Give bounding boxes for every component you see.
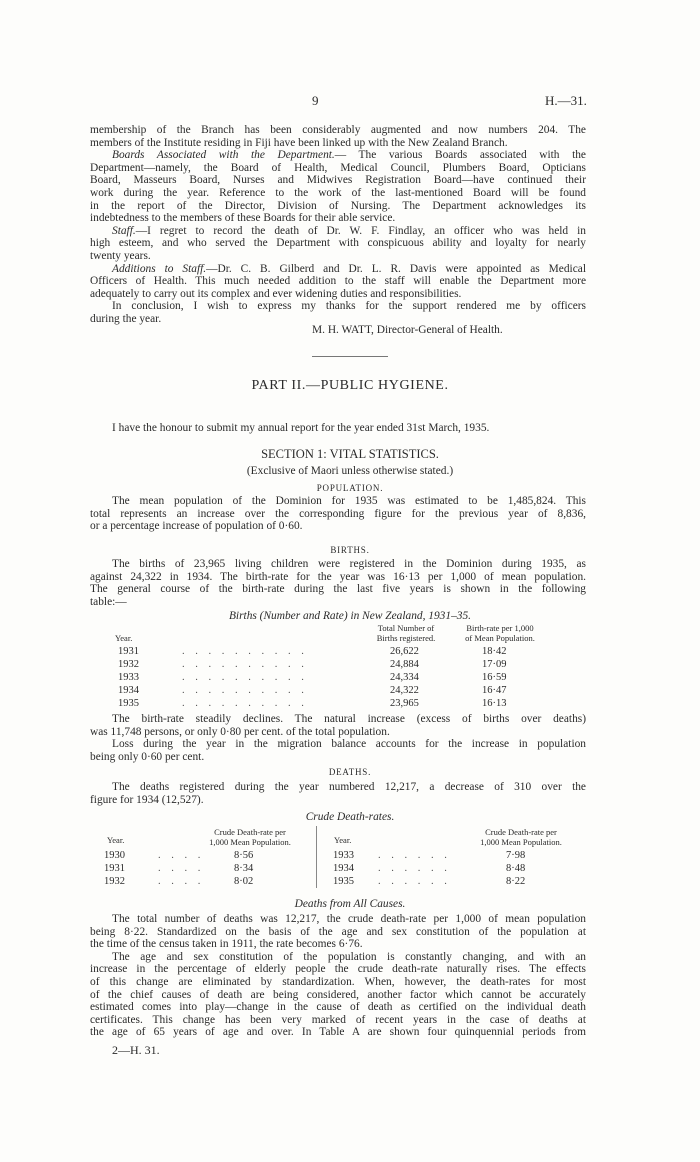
divider xyxy=(312,356,388,357)
cell-total: 24,322 xyxy=(390,685,419,696)
staff-paragraph-first-line xyxy=(90,225,586,238)
cell-rate: 8·22 xyxy=(506,876,526,887)
text-line: twenty years. xyxy=(90,249,151,262)
column-header-year: Year. xyxy=(107,835,125,845)
text-line: total represents an increase over the corresponding figure for the previous year of 8,836, xyxy=(90,507,586,520)
section-subtitle: (Exclusive of Maori unless otherwise stated.) xyxy=(246,465,454,477)
signature: M. H. WATT, Director-General of Health. xyxy=(312,324,503,336)
cell-total: 23,965 xyxy=(390,698,419,709)
text-line: Board, Masseurs Board, Nurses and Midwives Registration Board—have continued their xyxy=(90,174,586,187)
text-line: work during the year. Reference to the work of the last-mentioned Board will be found xyxy=(90,186,586,199)
cell-rate: 18·42 xyxy=(482,646,507,657)
cell-rate: 17·09 xyxy=(482,659,507,670)
cell-rate: 8·02 xyxy=(234,876,254,887)
leader-dots: . . . . . . . . . . xyxy=(182,698,308,709)
boards-heading: Boards Associated with the Department. xyxy=(112,149,335,162)
text-line: The births of 23,965 living children were registered in the Dominion during 1935, as xyxy=(112,558,586,570)
text-line: the time of the census taken in 1911, the rate becomes 6·76. xyxy=(90,938,363,951)
population-section xyxy=(90,495,586,533)
text-line: in the report of the Director, Division of Nursing. The Department acknowledges its xyxy=(90,199,586,212)
cell-rate: 16·47 xyxy=(482,685,507,696)
additions-heading: Additions to Staff. xyxy=(112,262,207,275)
births-after-section xyxy=(90,713,586,763)
cell-rate: 8·34 xyxy=(234,863,254,874)
cell-year: 1931 xyxy=(104,863,125,874)
text-line: Officers of Health. This much needed addition to the staff will enable the Department more xyxy=(90,275,586,288)
text-fragment: — The various Boards associated with the xyxy=(334,149,586,162)
cell-year: 1930 xyxy=(104,850,125,861)
document-reference: H.—31. xyxy=(545,93,587,108)
text-line: The age and sex constitution of the population is constantly changing, and with an xyxy=(112,950,586,963)
column-header-year: Year. xyxy=(334,835,352,845)
text-fragment: —Dr. C. B. Gilberd and Dr. L. R. Davis were appointed as Medical xyxy=(206,262,586,275)
leader-dots: . . . . . . . . . . xyxy=(182,659,308,670)
births-section xyxy=(90,558,586,608)
text-line: was 11,748 persons, or only 0·80 per cent. of the total population. xyxy=(90,725,390,738)
section-title: SECTION 1: VITAL STATISTICS. xyxy=(261,447,439,461)
report-intro: I have the honour to submit my annual report for the year ended 31st March, 1935. xyxy=(112,422,490,434)
all-causes-heading: Deaths from All Causes. xyxy=(294,898,406,910)
column-header-rate xyxy=(200,828,300,847)
cell-year: 1932 xyxy=(104,876,125,887)
additions-paragraph-first-line xyxy=(90,263,586,276)
text-line: members of the Institute residing in Fiji have been linked up with the New Zealand Branch. xyxy=(90,136,508,149)
cell-rate: 16·59 xyxy=(482,672,507,683)
column-header-total xyxy=(368,624,444,643)
deaths-table-title: Crude Death-rates. xyxy=(305,811,395,823)
text-line: of this change are eliminated by standardization. When, however, the death-rates for most xyxy=(90,975,586,988)
births-heading: BIRTHS. xyxy=(330,545,370,555)
intro-section xyxy=(90,124,586,326)
deaths-heading: DEATHS. xyxy=(328,767,372,777)
text-line: membership of the Branch has been considerably augmented and now numbers 204. The xyxy=(90,124,586,136)
text-line: adequately to carry out its complex and ever widening duties and responsibilities. xyxy=(90,287,462,300)
cell-year: 1934 xyxy=(118,685,139,696)
text-line: the age of 65 years of age and over. In Table A are shown four quinquennial periods from xyxy=(90,1026,586,1039)
header-line: Births registered. xyxy=(376,632,436,643)
text-line: table:— xyxy=(90,595,127,608)
text-line: against 24,322 in 1934. The birth-rate for the year was 16·13 per 1,000 of mean population. xyxy=(90,570,586,583)
population-heading: POPULATION. xyxy=(316,483,384,493)
leader-dots: . . . . . . xyxy=(378,863,451,874)
text-line: certificates. This change has been very marked of recent years in the case of deaths at xyxy=(90,1013,586,1026)
leader-dots: . . . . . . xyxy=(378,876,451,887)
text-line: being only 0·60 per cent. xyxy=(90,750,205,763)
leader-dots: . . . . . . . . . . xyxy=(182,672,308,683)
text-line: being 8·22. Standardized on the basis of the age and sex constitution of the population at xyxy=(90,925,586,938)
column-header-rate xyxy=(452,624,548,643)
births-table xyxy=(100,623,590,709)
header-line: of Mean Population. xyxy=(465,632,535,643)
cell-year: 1935 xyxy=(118,698,139,709)
header-line: Birth-rate per 1,000 xyxy=(466,623,534,633)
text-line: In conclusion, I wish to express my thanks for the support rendered me by officers xyxy=(112,300,586,313)
signature-mark: 2—H. 31. xyxy=(112,1043,160,1057)
leader-dots: . . . . . . . . . . xyxy=(182,646,308,657)
text-line: The total number of deaths was 12,217, the crude death-rate per 1,000 of mean population xyxy=(112,913,586,925)
leader-dots: . . . . xyxy=(158,876,205,887)
text-line: high esteem, and who served the Department with conspicuous ability and loyalty for nearly xyxy=(90,237,586,250)
header-line: 1,000 Mean Population. xyxy=(480,836,562,847)
text-line: indebtedness to the members of these Boards for their able service. xyxy=(90,212,396,225)
text-line: or a percentage increase of population of 0·60. xyxy=(90,520,303,533)
header-line: Total Number of xyxy=(377,623,435,633)
text-line: estimated comes into play—change in the cause of death as certified on the individual death xyxy=(90,1001,586,1014)
page-number: 9 xyxy=(312,93,319,108)
text-line: increase in the percentage of elderly people the crude death-rate naturally rises. The effects xyxy=(90,963,586,976)
cell-total: 26,622 xyxy=(390,646,419,657)
text-line: The deaths registered during the year numbered 12,217, a decrease of 310 over the xyxy=(112,781,586,793)
column-header-year: Year. xyxy=(115,633,133,643)
cell-year: 1932 xyxy=(118,659,139,670)
text-fragment: —I regret to record the death of Dr. W. F. Findlay, an officer who was held in xyxy=(135,224,586,237)
header-line: Crude Death-rate per xyxy=(485,827,557,837)
column-header-rate xyxy=(466,828,576,847)
cell-total: 24,884 xyxy=(390,659,419,670)
part-title: PART II.—PUBLIC HYGIENE. xyxy=(251,378,449,393)
leader-dots: . . . . . . xyxy=(378,850,451,861)
header-line: Crude Death-rate per xyxy=(214,827,286,837)
header-line: 1,000 Mean Population. xyxy=(209,836,291,847)
leader-dots: . . . . xyxy=(158,850,205,861)
text-line: figure for 1934 (12,527). xyxy=(90,793,204,806)
text-line: during the year. xyxy=(90,312,162,325)
cell-year: 1931 xyxy=(118,646,139,657)
cell-rate: 8·48 xyxy=(506,863,526,874)
deaths-section xyxy=(90,781,586,806)
leader-dots: . . . . xyxy=(158,863,205,874)
cell-total: 24,334 xyxy=(390,672,419,683)
births-table-title: Births (Number and Rate) in New Zealand, 1931–35. xyxy=(228,610,472,622)
column-divider xyxy=(316,826,317,888)
boards-paragraph-first-line xyxy=(90,149,586,162)
cell-rate: 8·56 xyxy=(234,850,254,861)
leader-dots: . . . . . . . . . . xyxy=(182,685,308,696)
cell-year: 1933 xyxy=(333,850,354,861)
text-line: of the chief causes of death are being considered, another factor which cannot be accurately xyxy=(90,988,586,1001)
text-line: The general course of the birth-rate during the last five years is shown in the following xyxy=(90,583,586,596)
cell-year: 1933 xyxy=(118,672,139,683)
cell-year: 1935 xyxy=(333,876,354,887)
cell-year: 1934 xyxy=(333,863,354,874)
text-line: Loss during the year in the migration balance accounts for the increase in population xyxy=(112,738,586,751)
text-line: The birth-rate steadily declines. The natural increase (excess of births over deaths) xyxy=(112,713,586,725)
all-causes-section xyxy=(90,913,586,1039)
staff-heading: Staff. xyxy=(112,224,136,237)
cell-rate: 7·98 xyxy=(506,850,526,861)
cell-rate: 16·13 xyxy=(482,698,507,709)
death-rates-table xyxy=(90,826,590,888)
text-line: The mean population of the Dominion for 1935 was estimated to be 1,485,824. This xyxy=(112,495,586,507)
text-line: Department—namely, the Board of Health, Medical Council, Plumbers Board, Opticians xyxy=(90,161,586,174)
